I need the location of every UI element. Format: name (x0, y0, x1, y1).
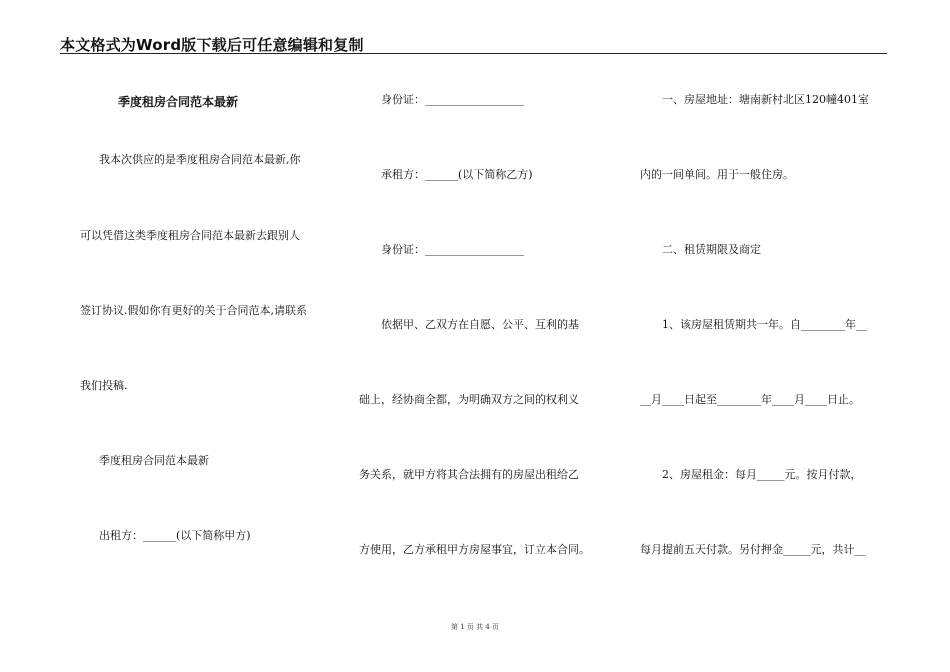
column-1-line-2: 可以凭借这类季度租房合同范本最新去跟别人 (80, 229, 300, 242)
column-1-line-3: 签订协议.假如你有更好的关于合同范本,请联系 (80, 304, 307, 317)
column-3-line-1: 一、房屋地址：塘南新村北区120幢401室 (662, 93, 869, 106)
column-1-line-5: 季度租房合同范本最新 (99, 454, 209, 467)
document-header-title: 本文格式为Word版下载后可任意编辑和复制 (60, 36, 364, 54)
column-1-line-6: 出租方：______(以下简称甲方) (99, 529, 251, 542)
column-2-line-5: 础上，经协商全都，为明确双方之间的权利义 (359, 393, 579, 406)
column-1-line-1: 我本次供应的是季度租房合同范本最新,你 (99, 153, 301, 166)
column-2-line-1: 身份证：__________________ (381, 93, 524, 106)
column-2-line-2: 承租方：______(以下简称乙方) (381, 168, 533, 181)
header-divider (60, 53, 887, 54)
column-2-line-7: 方使用，乙方承租甲方房屋事宜，订立本合同。 (359, 543, 590, 556)
column-3-line-3: 二、租赁期限及商定 (662, 243, 761, 256)
column-3-line-2: 内的一间单间。用于一般住房。 (640, 168, 794, 181)
column-1-line-4: 我们投稿. (80, 379, 128, 392)
column-2-line-6: 务关系，就甲方将其合法拥有的房屋出租给乙 (359, 468, 579, 481)
document-title: 季度租房合同范本最新 (118, 95, 239, 109)
column-3-line-4: 1、该房屋租赁期共一年。自________年__ (662, 318, 867, 331)
page-number-footer: 第 1 页 共 4 页 (450, 623, 500, 631)
column-3-line-7: 每月提前五天付款。另付押金_____元，共计__ (640, 543, 866, 556)
column-3-line-6: 2、房屋租金：每月_____元。按月付款， (662, 468, 862, 481)
column-3-line-5: __月____日起至________年____月____日止。 (640, 393, 860, 406)
column-2-line-4: 依据甲、乙双方在自愿、公平、互利的基 (381, 318, 579, 331)
column-2-line-3: 身份证：__________________ (381, 243, 524, 256)
